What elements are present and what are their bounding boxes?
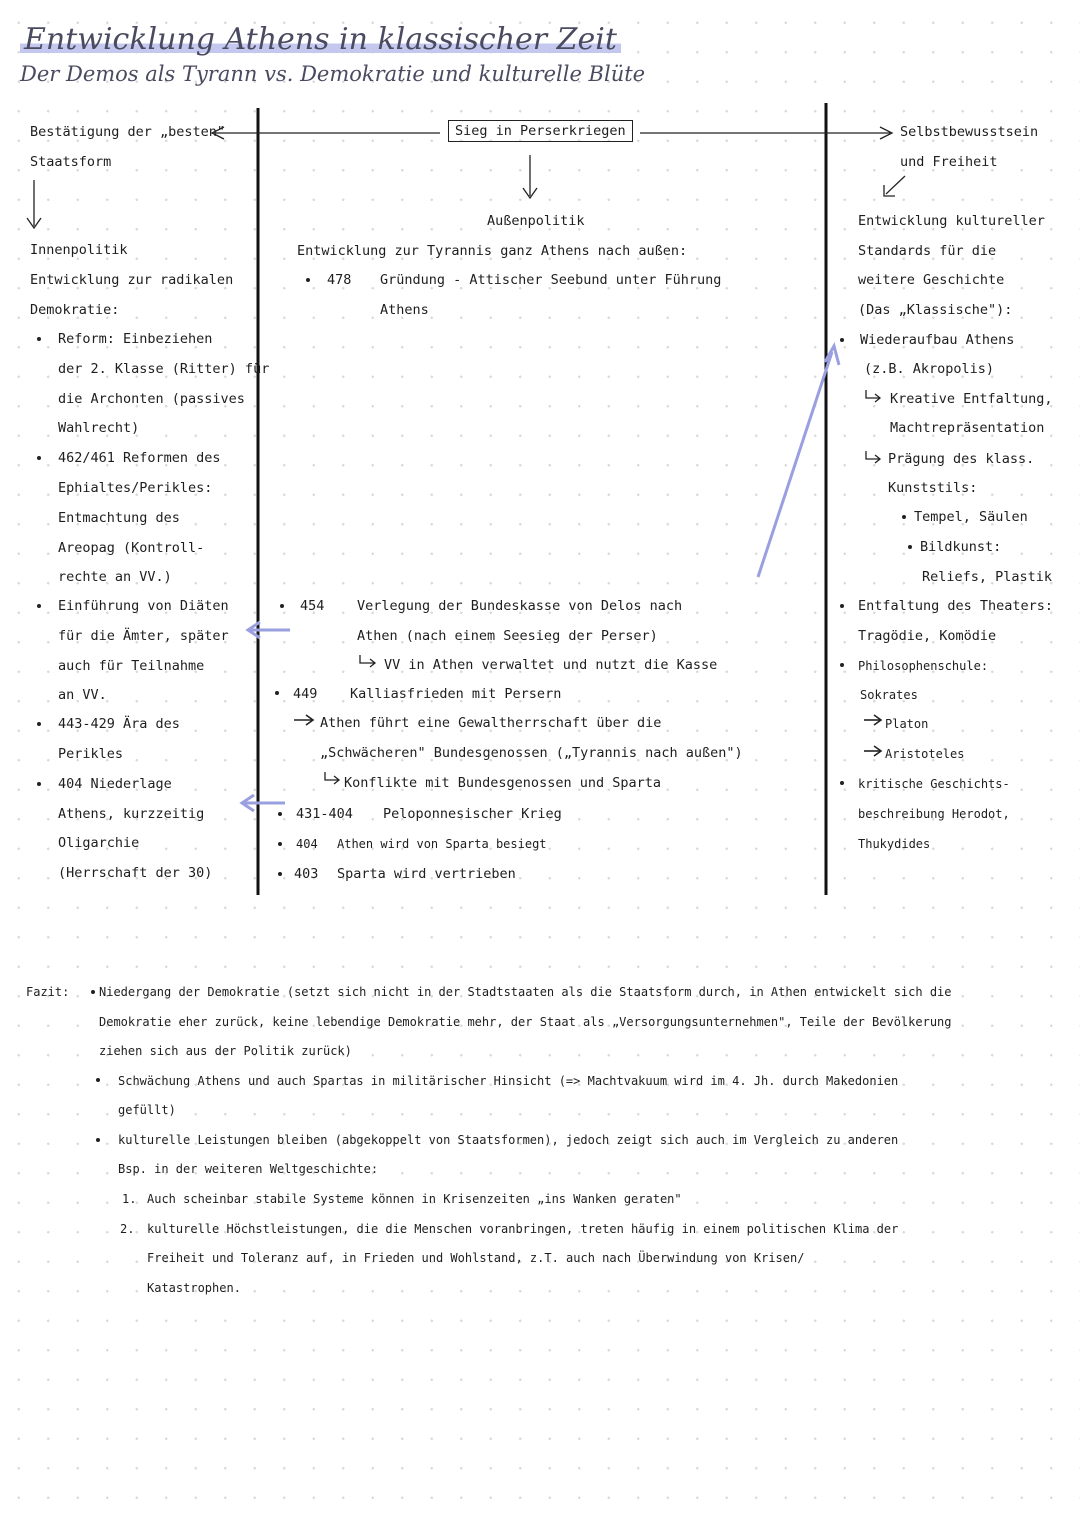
accent-arrow-up — [758, 352, 832, 577]
fazit-line: kulturelle Höchstleistungen, die die Menschen voranbringen, treten häufig in einem politischen Klima der — [147, 1222, 899, 1236]
event-text: „Schwächeren" Bundesgenossen („Tyrannis nach außen") — [320, 745, 743, 761]
left-line: rechte an VV.) — [58, 569, 172, 585]
right-line: Kreative Entfaltung, — [890, 391, 1053, 407]
event-year: 403 — [294, 866, 319, 882]
left-line: Reform: Einbeziehen — [58, 331, 213, 347]
event-text: Gründung - Attischer Seebund unter Führung — [380, 272, 722, 288]
center-heading: Außenpolitik — [487, 213, 585, 229]
bullet — [840, 604, 844, 608]
right-line: (z.B. Akropolis) — [864, 361, 995, 377]
right-line: Wiederaufbau Athens — [860, 332, 1015, 348]
right-line: Platon — [885, 717, 929, 731]
fazit-line: ziehen sich aus der Politik zurück) — [99, 1044, 352, 1058]
fazit-line: Niedergang der Demokratie (setzt sich nicht in der Stadtstaaten als die Staatsform durch, in Athen entwickelt sich die — [99, 985, 952, 999]
event-year: 454 — [300, 598, 325, 614]
bullet — [37, 722, 41, 726]
fazit-number: 2. — [120, 1222, 135, 1236]
left-line: Oligarchie — [58, 835, 140, 851]
left-line: für die Ämter, später — [58, 628, 229, 644]
event-text: Kalliasfrieden mit Persern — [350, 686, 562, 702]
fazit-line: Bsp. in der weiteren Weltgeschichte: — [118, 1162, 379, 1176]
right-line: Machtrepräsentation — [890, 420, 1045, 436]
bullet — [306, 278, 310, 282]
bullet — [902, 515, 906, 519]
top-left-text-2: Staatsform — [30, 154, 112, 170]
right-line: Standards für die — [858, 243, 997, 259]
event-text: Athens — [380, 302, 429, 318]
fazit-number: 1. — [122, 1192, 137, 1206]
right-line: (Das „Klassische"): — [858, 302, 1013, 318]
bullet — [96, 1078, 100, 1082]
top-left-text-1: Bestätigung der „besten" — [30, 124, 226, 140]
event-year: 404 — [296, 837, 318, 851]
right-line: Entwicklung kultureller — [858, 213, 1045, 229]
right-line: kritische Geschichts- — [858, 777, 1010, 791]
center-intro: Entwicklung zur Tyrannis ganz Athens nach außen: — [297, 243, 688, 259]
page-subtitle: Der Demos als Tyrann vs. Demokratie und kulturelle Blüte — [20, 62, 646, 86]
hook-arrow-icon — [360, 655, 374, 663]
left-line: 462/461 Reformen des — [58, 450, 221, 466]
left-line: an VV. — [58, 687, 107, 703]
right-line: Tempel, Säulen — [914, 509, 1028, 525]
left-line: Areopag (Kontroll- — [58, 540, 205, 556]
left-line: der 2. Klasse (Ritter) für — [58, 361, 270, 377]
event-text: Peloponnesischer Krieg — [383, 806, 562, 822]
right-line: Prägung des klass. — [888, 451, 1035, 467]
bullet — [37, 456, 41, 460]
fazit-line: Katastrophen. — [147, 1281, 241, 1295]
bullet — [278, 812, 282, 816]
fazit-line: kulturelle Leistungen bleiben (abgekoppelt von Staatsformen), jedoch zeigt sich auch im Vergleich zu anderen — [118, 1133, 899, 1147]
left-line: 404 Niederlage — [58, 776, 172, 792]
left-line: Einführung von Diäten — [58, 598, 229, 614]
event-text: Sparta wird vertrieben — [337, 866, 516, 882]
left-line: Wahlrecht) — [58, 420, 140, 436]
top-right-text-2: und Freiheit — [900, 154, 998, 170]
right-line: Thukydides — [858, 837, 931, 851]
left-line: Ephialtes/Perikles: — [58, 480, 213, 496]
bullet — [91, 990, 95, 994]
left-line: Athens, kurzzeitig — [58, 806, 205, 822]
left-subheading-2: Demokratie: — [30, 302, 120, 318]
right-line: beschreibung Herodot, — [858, 807, 1010, 821]
right-line: Entfaltung des Theaters: — [858, 598, 1054, 614]
right-line: Kunststils: — [888, 480, 978, 496]
bullet — [96, 1138, 100, 1142]
right-line: Tragödie, Komödie — [858, 628, 997, 644]
event-year: 431-404 — [296, 806, 353, 822]
left-line: die Archonten (passives — [58, 391, 245, 407]
left-heading: Innenpolitik — [30, 242, 128, 258]
fazit-line: Demokratie eher zurück, keine lebendige Demokratie mehr, der Staat als „Versorgungsunternehmen", Teile der Bevölkerung — [99, 1015, 952, 1029]
bullet — [840, 781, 844, 785]
fazit-line: Auch scheinbar stabile Systeme können in Krisenzeiten „ins Wanken geraten" — [147, 1192, 682, 1206]
left-line: Perikles — [58, 746, 124, 762]
left-subheading: Entwicklung zur radikalen — [30, 272, 234, 288]
bullet — [275, 691, 279, 695]
left-line: auch für Teilnahme — [58, 658, 205, 674]
bullet — [278, 842, 282, 846]
right-line: Sokrates — [860, 688, 918, 702]
left-line: Entmachtung des — [58, 510, 180, 526]
bullet — [37, 604, 41, 608]
top-right-text-1: Selbstbewusstsein — [900, 124, 1039, 140]
event-year: 478 — [327, 272, 352, 288]
bullet — [840, 338, 844, 342]
bullet — [37, 337, 41, 341]
right-line: Philosophenschule: — [858, 659, 989, 673]
right-line: Bildkunst: — [920, 539, 1002, 555]
fazit-line: Schwächung Athens und auch Spartas in militärischer Hinsicht (=> Machtvakuum wird im 4. Jh. durch Makedonien — [118, 1074, 899, 1088]
event-text: Konflikte mit Bundesgenossen und Sparta — [344, 775, 661, 791]
event-text: Athen (nach einem Seesieg der Perser) — [357, 628, 658, 644]
bullet — [37, 782, 41, 786]
event-year: 449 — [293, 686, 318, 702]
fazit-label: Fazit: — [26, 985, 70, 999]
bullet — [840, 663, 844, 667]
right-line: Reliefs, Plastik — [922, 569, 1053, 585]
fazit-line: Freiheit und Toleranz auf, in Frieden und Wohlstand, z.T. auch nach Überwindung von Krisen/ — [147, 1251, 805, 1265]
page-title: Entwicklung Athens in klassischer Zeit — [20, 22, 621, 57]
bullet — [908, 545, 912, 549]
center-box: Sieg in Perserkriegen — [448, 120, 633, 142]
right-line: Aristoteles — [885, 747, 965, 761]
bullet — [280, 604, 284, 608]
bullet — [278, 872, 282, 876]
left-line: 443-429 Ära des — [58, 716, 180, 732]
fazit-line: gefüllt) — [118, 1103, 176, 1117]
event-text: VV in Athen verwaltet und nutzt die Kasse — [384, 657, 718, 673]
event-text: Athen wird von Sparta besiegt — [337, 837, 547, 851]
left-line: (Herrschaft der 30) — [58, 865, 213, 881]
right-line: weitere Geschichte — [858, 272, 1005, 288]
event-text: Athen führt eine Gewaltherrschaft über die — [320, 715, 662, 731]
event-text: Verlegung der Bundeskasse von Delos nach — [357, 598, 683, 614]
